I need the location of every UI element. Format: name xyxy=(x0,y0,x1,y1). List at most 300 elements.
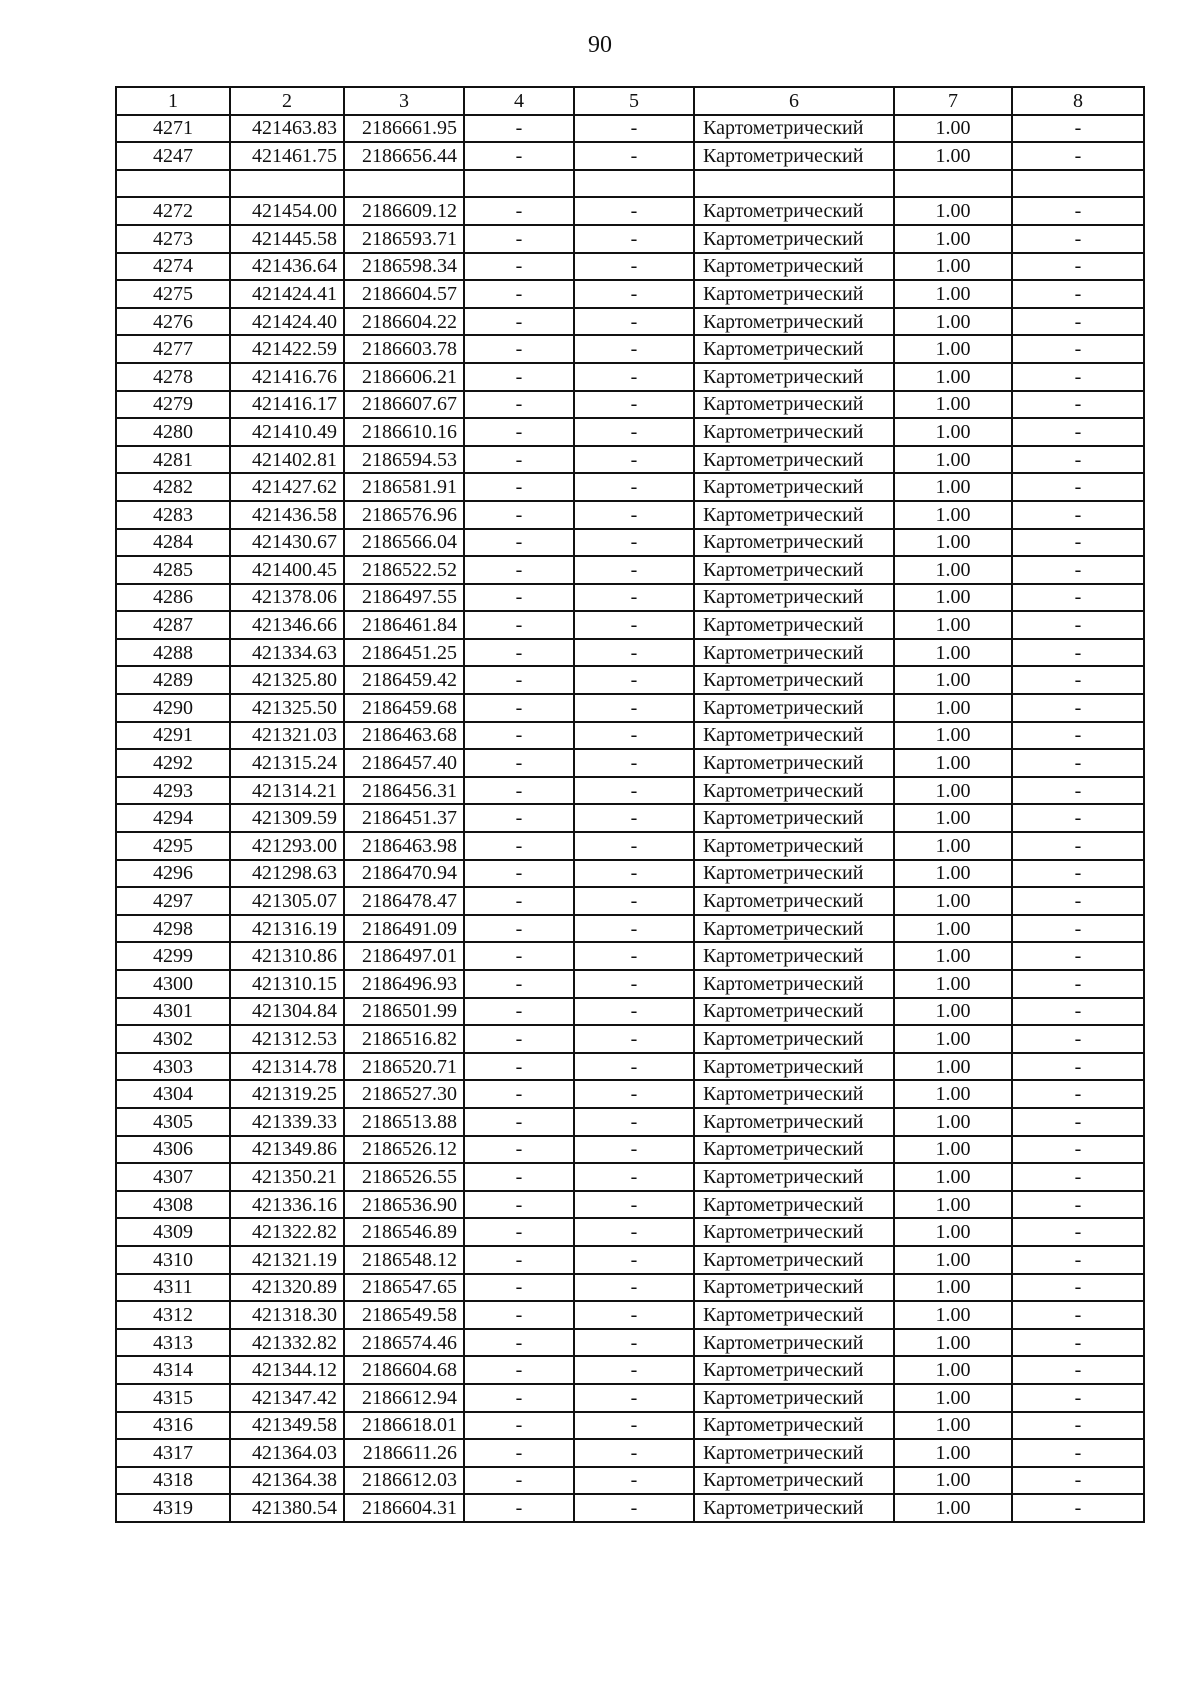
coord-x-cell: 421349.86 xyxy=(230,1136,344,1164)
coord-y-cell: 2186463.68 xyxy=(344,722,464,750)
col-5-cell: - xyxy=(574,1025,694,1053)
col-4-cell: - xyxy=(464,501,574,529)
col-5-cell: - xyxy=(574,832,694,860)
accuracy-cell: 1.00 xyxy=(894,860,1012,888)
coord-y-cell: 2186604.57 xyxy=(344,280,464,308)
coord-x-cell: 421416.17 xyxy=(230,391,344,419)
point-number-cell: 4307 xyxy=(116,1163,230,1191)
col-5-cell: - xyxy=(574,887,694,915)
table-row xyxy=(116,225,1144,253)
col-5-cell: - xyxy=(574,142,694,170)
col-8-cell: - xyxy=(1012,335,1144,363)
table-row xyxy=(116,1136,1144,1164)
table-row xyxy=(116,915,1144,943)
col-5-cell: - xyxy=(574,1274,694,1302)
coord-x-cell: 421424.40 xyxy=(230,308,344,336)
table-row xyxy=(116,694,1144,722)
col-4-cell: - xyxy=(464,998,574,1026)
col-4-cell: - xyxy=(464,832,574,860)
point-number-cell: 4294 xyxy=(116,804,230,832)
method-cell: Картометрический xyxy=(694,1356,894,1384)
point-number-cell: 4306 xyxy=(116,1136,230,1164)
coord-x-cell: 421314.78 xyxy=(230,1053,344,1081)
col-4-cell: - xyxy=(464,556,574,584)
table-row xyxy=(116,942,1144,970)
col-5-cell: - xyxy=(574,418,694,446)
coord-y-cell: 2186610.16 xyxy=(344,418,464,446)
col-4-cell: - xyxy=(464,308,574,336)
method-cell: Картометрический xyxy=(694,335,894,363)
coord-y-cell: 2186581.91 xyxy=(344,473,464,501)
col-4-cell: - xyxy=(464,749,574,777)
coord-x-cell: 421454.00 xyxy=(230,197,344,225)
col-4-cell: - xyxy=(464,722,574,750)
column-header-8: 8 xyxy=(1012,87,1144,115)
col-5-cell: - xyxy=(574,280,694,308)
method-cell: Картометрический xyxy=(694,1053,894,1081)
coord-x-cell: 421332.82 xyxy=(230,1329,344,1357)
point-number-cell: 4274 xyxy=(116,253,230,281)
coord-x-cell: 421318.30 xyxy=(230,1301,344,1329)
coord-x-cell: 421436.64 xyxy=(230,253,344,281)
method-cell: Картометрический xyxy=(694,1274,894,1302)
col-5-cell: - xyxy=(574,473,694,501)
col-4-cell: - xyxy=(464,1384,574,1412)
coord-x-cell: 421309.59 xyxy=(230,804,344,832)
table-row xyxy=(116,639,1144,667)
coord-y-cell: 2186548.12 xyxy=(344,1246,464,1274)
col-4-cell: - xyxy=(464,1108,574,1136)
coord-y-cell: 2186604.31 xyxy=(344,1494,464,1522)
coord-x-cell: 421334.63 xyxy=(230,639,344,667)
accuracy-cell: 1.00 xyxy=(894,446,1012,474)
point-number-cell: 4310 xyxy=(116,1246,230,1274)
col-4-cell: - xyxy=(464,529,574,557)
accuracy-cell: 1.00 xyxy=(894,777,1012,805)
col-4-cell: - xyxy=(464,473,574,501)
coord-x-cell: 421336.16 xyxy=(230,1191,344,1219)
point-number-cell: 4275 xyxy=(116,280,230,308)
col-8-cell: - xyxy=(1012,611,1144,639)
coord-y-cell: 2186461.84 xyxy=(344,611,464,639)
col-8-cell: - xyxy=(1012,1412,1144,1440)
coord-y-cell xyxy=(344,170,464,198)
coordinates-table xyxy=(115,86,1145,1523)
accuracy-cell: 1.00 xyxy=(894,391,1012,419)
method-cell: Картометрический xyxy=(694,832,894,860)
col-8-cell: - xyxy=(1012,1163,1144,1191)
table-row xyxy=(116,418,1144,446)
col-5-cell: - xyxy=(574,225,694,253)
accuracy-cell: 1.00 xyxy=(894,225,1012,253)
column-header-1: 1 xyxy=(116,87,230,115)
coord-x-cell: 421445.58 xyxy=(230,225,344,253)
col-8-cell: - xyxy=(1012,1494,1144,1522)
col-5-cell: - xyxy=(574,749,694,777)
col-8-cell: - xyxy=(1012,1080,1144,1108)
table-row xyxy=(116,1025,1144,1053)
coord-x-cell: 421378.06 xyxy=(230,584,344,612)
accuracy-cell: 1.00 xyxy=(894,722,1012,750)
col-5-cell: - xyxy=(574,308,694,336)
col-5-cell: - xyxy=(574,363,694,391)
col-8-cell: - xyxy=(1012,391,1144,419)
table-row xyxy=(116,363,1144,391)
coord-x-cell: 421316.19 xyxy=(230,915,344,943)
col-5-cell: - xyxy=(574,639,694,667)
col-8-cell: - xyxy=(1012,832,1144,860)
col-4-cell: - xyxy=(464,1053,574,1081)
col-8-cell: - xyxy=(1012,639,1144,667)
method-cell: Картометрический xyxy=(694,142,894,170)
coord-y-cell: 2186497.01 xyxy=(344,942,464,970)
col-8-cell: - xyxy=(1012,584,1144,612)
method-cell xyxy=(694,170,894,198)
col-8-cell: - xyxy=(1012,694,1144,722)
accuracy-cell: 1.00 xyxy=(894,473,1012,501)
accuracy-cell: 1.00 xyxy=(894,1136,1012,1164)
col-8-cell: - xyxy=(1012,1136,1144,1164)
col-4-cell: - xyxy=(464,142,574,170)
table-row xyxy=(116,887,1144,915)
coord-x-cell: 421310.86 xyxy=(230,942,344,970)
col-5-cell: - xyxy=(574,1218,694,1246)
method-cell: Картометрический xyxy=(694,1136,894,1164)
col-5-cell: - xyxy=(574,253,694,281)
col-4-cell: - xyxy=(464,197,574,225)
table-row xyxy=(116,308,1144,336)
accuracy-cell: 1.00 xyxy=(894,998,1012,1026)
col-4-cell: - xyxy=(464,280,574,308)
coord-x-cell: 421325.80 xyxy=(230,666,344,694)
method-cell: Картометрический xyxy=(694,115,894,143)
col-5-cell: - xyxy=(574,1191,694,1219)
col-8-cell: - xyxy=(1012,1384,1144,1412)
coord-y-cell: 2186603.78 xyxy=(344,335,464,363)
coord-x-cell: 421293.00 xyxy=(230,832,344,860)
col-4-cell: - xyxy=(464,1274,574,1302)
table-row xyxy=(116,804,1144,832)
point-number-cell: 4302 xyxy=(116,1025,230,1053)
coord-y-cell: 2186456.31 xyxy=(344,777,464,805)
point-number-cell: 4288 xyxy=(116,639,230,667)
coord-x-cell: 421314.21 xyxy=(230,777,344,805)
coord-y-cell: 2186607.67 xyxy=(344,391,464,419)
point-number-cell: 4283 xyxy=(116,501,230,529)
col-8-cell: - xyxy=(1012,1329,1144,1357)
accuracy-cell: 1.00 xyxy=(894,1163,1012,1191)
coord-y-cell: 2186566.04 xyxy=(344,529,464,557)
point-number-cell: 4271 xyxy=(116,115,230,143)
col-4-cell: - xyxy=(464,639,574,667)
point-number-cell: 4281 xyxy=(116,446,230,474)
col-4-cell: - xyxy=(464,1080,574,1108)
method-cell: Картометрический xyxy=(694,473,894,501)
point-number-cell: 4290 xyxy=(116,694,230,722)
accuracy-cell: 1.00 xyxy=(894,1384,1012,1412)
table-row xyxy=(116,1218,1144,1246)
point-number-cell: 4309 xyxy=(116,1218,230,1246)
col-8-cell: - xyxy=(1012,1025,1144,1053)
table-row xyxy=(116,197,1144,225)
coord-x-cell: 421322.82 xyxy=(230,1218,344,1246)
coord-x-cell: 421298.63 xyxy=(230,860,344,888)
column-header-7: 7 xyxy=(894,87,1012,115)
col-8-cell: - xyxy=(1012,915,1144,943)
col-5-cell: - xyxy=(574,915,694,943)
table-row xyxy=(116,1108,1144,1136)
coord-x-cell: 421347.42 xyxy=(230,1384,344,1412)
point-number-cell: 4282 xyxy=(116,473,230,501)
col-8-cell: - xyxy=(1012,1274,1144,1302)
point-number-cell: 4276 xyxy=(116,308,230,336)
table-row xyxy=(116,170,1144,198)
col-4-cell: - xyxy=(464,418,574,446)
table-header-row xyxy=(116,87,1144,115)
table-row xyxy=(116,749,1144,777)
coord-x-cell: 421461.75 xyxy=(230,142,344,170)
col-4-cell: - xyxy=(464,1301,574,1329)
method-cell: Картометрический xyxy=(694,915,894,943)
col-4-cell: - xyxy=(464,970,574,998)
coord-y-cell: 2186459.42 xyxy=(344,666,464,694)
col-5-cell: - xyxy=(574,1494,694,1522)
coord-y-cell: 2186612.03 xyxy=(344,1467,464,1495)
point-number-cell: 4293 xyxy=(116,777,230,805)
col-8-cell: - xyxy=(1012,749,1144,777)
coord-y-cell: 2186513.88 xyxy=(344,1108,464,1136)
col-8-cell: - xyxy=(1012,473,1144,501)
method-cell: Картометрический xyxy=(694,860,894,888)
coord-y-cell: 2186609.12 xyxy=(344,197,464,225)
col-5-cell: - xyxy=(574,1246,694,1274)
table-body xyxy=(116,115,1144,1522)
col-5-cell: - xyxy=(574,446,694,474)
col-4-cell: - xyxy=(464,1412,574,1440)
point-number-cell: 4312 xyxy=(116,1301,230,1329)
coord-x-cell: 421427.62 xyxy=(230,473,344,501)
method-cell: Картометрический xyxy=(694,1329,894,1357)
col-4-cell: - xyxy=(464,1136,574,1164)
coord-y-cell: 2186594.53 xyxy=(344,446,464,474)
coord-x-cell: 421304.84 xyxy=(230,998,344,1026)
coord-x-cell: 421364.38 xyxy=(230,1467,344,1495)
col-5-cell: - xyxy=(574,115,694,143)
coord-x-cell: 421305.07 xyxy=(230,887,344,915)
accuracy-cell: 1.00 xyxy=(894,1218,1012,1246)
accuracy-cell: 1.00 xyxy=(894,915,1012,943)
point-number-cell: 4297 xyxy=(116,887,230,915)
accuracy-cell: 1.00 xyxy=(894,308,1012,336)
method-cell: Картометрический xyxy=(694,1467,894,1495)
table-row xyxy=(116,529,1144,557)
col-5-cell: - xyxy=(574,1384,694,1412)
table-row xyxy=(116,501,1144,529)
column-header-5: 5 xyxy=(574,87,694,115)
col-4-cell: - xyxy=(464,335,574,363)
table-row xyxy=(116,998,1144,1026)
col-5-cell: - xyxy=(574,722,694,750)
accuracy-cell: 1.00 xyxy=(894,280,1012,308)
table-row xyxy=(116,115,1144,143)
accuracy-cell: 1.00 xyxy=(894,1467,1012,1495)
coord-x-cell: 421364.03 xyxy=(230,1439,344,1467)
col-8-cell: - xyxy=(1012,1246,1144,1274)
point-number-cell: 4287 xyxy=(116,611,230,639)
coord-y-cell: 2186491.09 xyxy=(344,915,464,943)
col-8-cell: - xyxy=(1012,142,1144,170)
coord-x-cell: 421436.58 xyxy=(230,501,344,529)
coord-y-cell: 2186598.34 xyxy=(344,253,464,281)
accuracy-cell: 1.00 xyxy=(894,1412,1012,1440)
column-header-3: 3 xyxy=(344,87,464,115)
coord-x-cell: 421416.76 xyxy=(230,363,344,391)
coord-x-cell: 421319.25 xyxy=(230,1080,344,1108)
accuracy-cell xyxy=(894,170,1012,198)
accuracy-cell: 1.00 xyxy=(894,804,1012,832)
col-4-cell: - xyxy=(464,115,574,143)
method-cell: Картометрический xyxy=(694,777,894,805)
table-row xyxy=(116,280,1144,308)
point-number-cell: 4319 xyxy=(116,1494,230,1522)
point-number-cell: 4300 xyxy=(116,970,230,998)
method-cell: Картометрический xyxy=(694,998,894,1026)
col-5-cell: - xyxy=(574,1108,694,1136)
col-8-cell: - xyxy=(1012,998,1144,1026)
table-row xyxy=(116,584,1144,612)
col-8-cell: - xyxy=(1012,722,1144,750)
col-5-cell: - xyxy=(574,1356,694,1384)
col-5-cell: - xyxy=(574,611,694,639)
table-row xyxy=(116,1412,1144,1440)
point-number-cell: 4316 xyxy=(116,1412,230,1440)
point-number-cell: 4295 xyxy=(116,832,230,860)
accuracy-cell: 1.00 xyxy=(894,501,1012,529)
table-row xyxy=(116,970,1144,998)
col-4-cell: - xyxy=(464,887,574,915)
col-5-cell: - xyxy=(574,1439,694,1467)
point-number-cell: 4305 xyxy=(116,1108,230,1136)
point-number-cell: 4303 xyxy=(116,1053,230,1081)
col-5-cell: - xyxy=(574,1467,694,1495)
accuracy-cell: 1.00 xyxy=(894,942,1012,970)
point-number-cell: 4284 xyxy=(116,529,230,557)
col-8-cell: - xyxy=(1012,666,1144,694)
coord-x-cell: 421402.81 xyxy=(230,446,344,474)
coord-y-cell: 2186604.22 xyxy=(344,308,464,336)
col-8-cell: - xyxy=(1012,1191,1144,1219)
coord-y-cell: 2186593.71 xyxy=(344,225,464,253)
method-cell: Картометрический xyxy=(694,1439,894,1467)
col-8-cell: - xyxy=(1012,501,1144,529)
table-row xyxy=(116,1274,1144,1302)
method-cell: Картометрический xyxy=(694,1108,894,1136)
coord-x-cell: 421315.24 xyxy=(230,749,344,777)
col-4-cell: - xyxy=(464,363,574,391)
col-8-cell: - xyxy=(1012,1108,1144,1136)
table-row xyxy=(116,1080,1144,1108)
col-8-cell: - xyxy=(1012,418,1144,446)
col-5-cell: - xyxy=(574,998,694,1026)
point-number-cell: 4280 xyxy=(116,418,230,446)
col-4-cell: - xyxy=(464,860,574,888)
point-number-cell: 4296 xyxy=(116,860,230,888)
col-4-cell: - xyxy=(464,1439,574,1467)
method-cell: Картометрический xyxy=(694,611,894,639)
method-cell: Картометрический xyxy=(694,253,894,281)
accuracy-cell: 1.00 xyxy=(894,1246,1012,1274)
method-cell: Картометрический xyxy=(694,446,894,474)
point-number-cell: 4279 xyxy=(116,391,230,419)
table-row xyxy=(116,722,1144,750)
method-cell: Картометрический xyxy=(694,225,894,253)
col-8-cell: - xyxy=(1012,1301,1144,1329)
accuracy-cell: 1.00 xyxy=(894,418,1012,446)
method-cell: Картометрический xyxy=(694,970,894,998)
method-cell: Картометрический xyxy=(694,749,894,777)
col-5-cell: - xyxy=(574,1080,694,1108)
accuracy-cell: 1.00 xyxy=(894,1439,1012,1467)
coord-y-cell: 2186574.46 xyxy=(344,1329,464,1357)
col-5-cell: - xyxy=(574,666,694,694)
coord-y-cell: 2186516.82 xyxy=(344,1025,464,1053)
col-4-cell: - xyxy=(464,1246,574,1274)
coord-y-cell: 2186611.26 xyxy=(344,1439,464,1467)
coord-y-cell: 2186661.95 xyxy=(344,115,464,143)
col-5-cell: - xyxy=(574,970,694,998)
point-number-cell: 4277 xyxy=(116,335,230,363)
coord-y-cell: 2186470.94 xyxy=(344,860,464,888)
method-cell: Картометрический xyxy=(694,280,894,308)
col-8-cell: - xyxy=(1012,970,1144,998)
point-number-cell: 4304 xyxy=(116,1080,230,1108)
coord-y-cell: 2186549.58 xyxy=(344,1301,464,1329)
coord-x-cell: 421339.33 xyxy=(230,1108,344,1136)
accuracy-cell: 1.00 xyxy=(894,1080,1012,1108)
table-row xyxy=(116,1246,1144,1274)
coord-x-cell: 421350.21 xyxy=(230,1163,344,1191)
method-cell: Картометрический xyxy=(694,391,894,419)
accuracy-cell: 1.00 xyxy=(894,694,1012,722)
point-number-cell: 4311 xyxy=(116,1274,230,1302)
coord-y-cell: 2186527.30 xyxy=(344,1080,464,1108)
point-number-cell: 4272 xyxy=(116,197,230,225)
table-row xyxy=(116,335,1144,363)
col-8-cell: - xyxy=(1012,446,1144,474)
coord-y-cell: 2186547.65 xyxy=(344,1274,464,1302)
accuracy-cell: 1.00 xyxy=(894,1053,1012,1081)
col-8-cell: - xyxy=(1012,253,1144,281)
col-5-cell: - xyxy=(574,694,694,722)
coord-y-cell: 2186546.89 xyxy=(344,1218,464,1246)
table-row xyxy=(116,1384,1144,1412)
coord-y-cell: 2186451.37 xyxy=(344,804,464,832)
col-4-cell: - xyxy=(464,915,574,943)
coord-y-cell: 2186501.99 xyxy=(344,998,464,1026)
col-4-cell: - xyxy=(464,1494,574,1522)
col-4-cell: - xyxy=(464,225,574,253)
table-row xyxy=(116,1191,1144,1219)
method-cell: Картометрический xyxy=(694,529,894,557)
col-8-cell xyxy=(1012,170,1144,198)
col-5-cell xyxy=(574,170,694,198)
method-cell: Картометрический xyxy=(694,418,894,446)
method-cell: Картометрический xyxy=(694,694,894,722)
col-8-cell: - xyxy=(1012,1467,1144,1495)
coord-y-cell: 2186497.55 xyxy=(344,584,464,612)
point-number-cell: 4301 xyxy=(116,998,230,1026)
coord-y-cell: 2186522.52 xyxy=(344,556,464,584)
